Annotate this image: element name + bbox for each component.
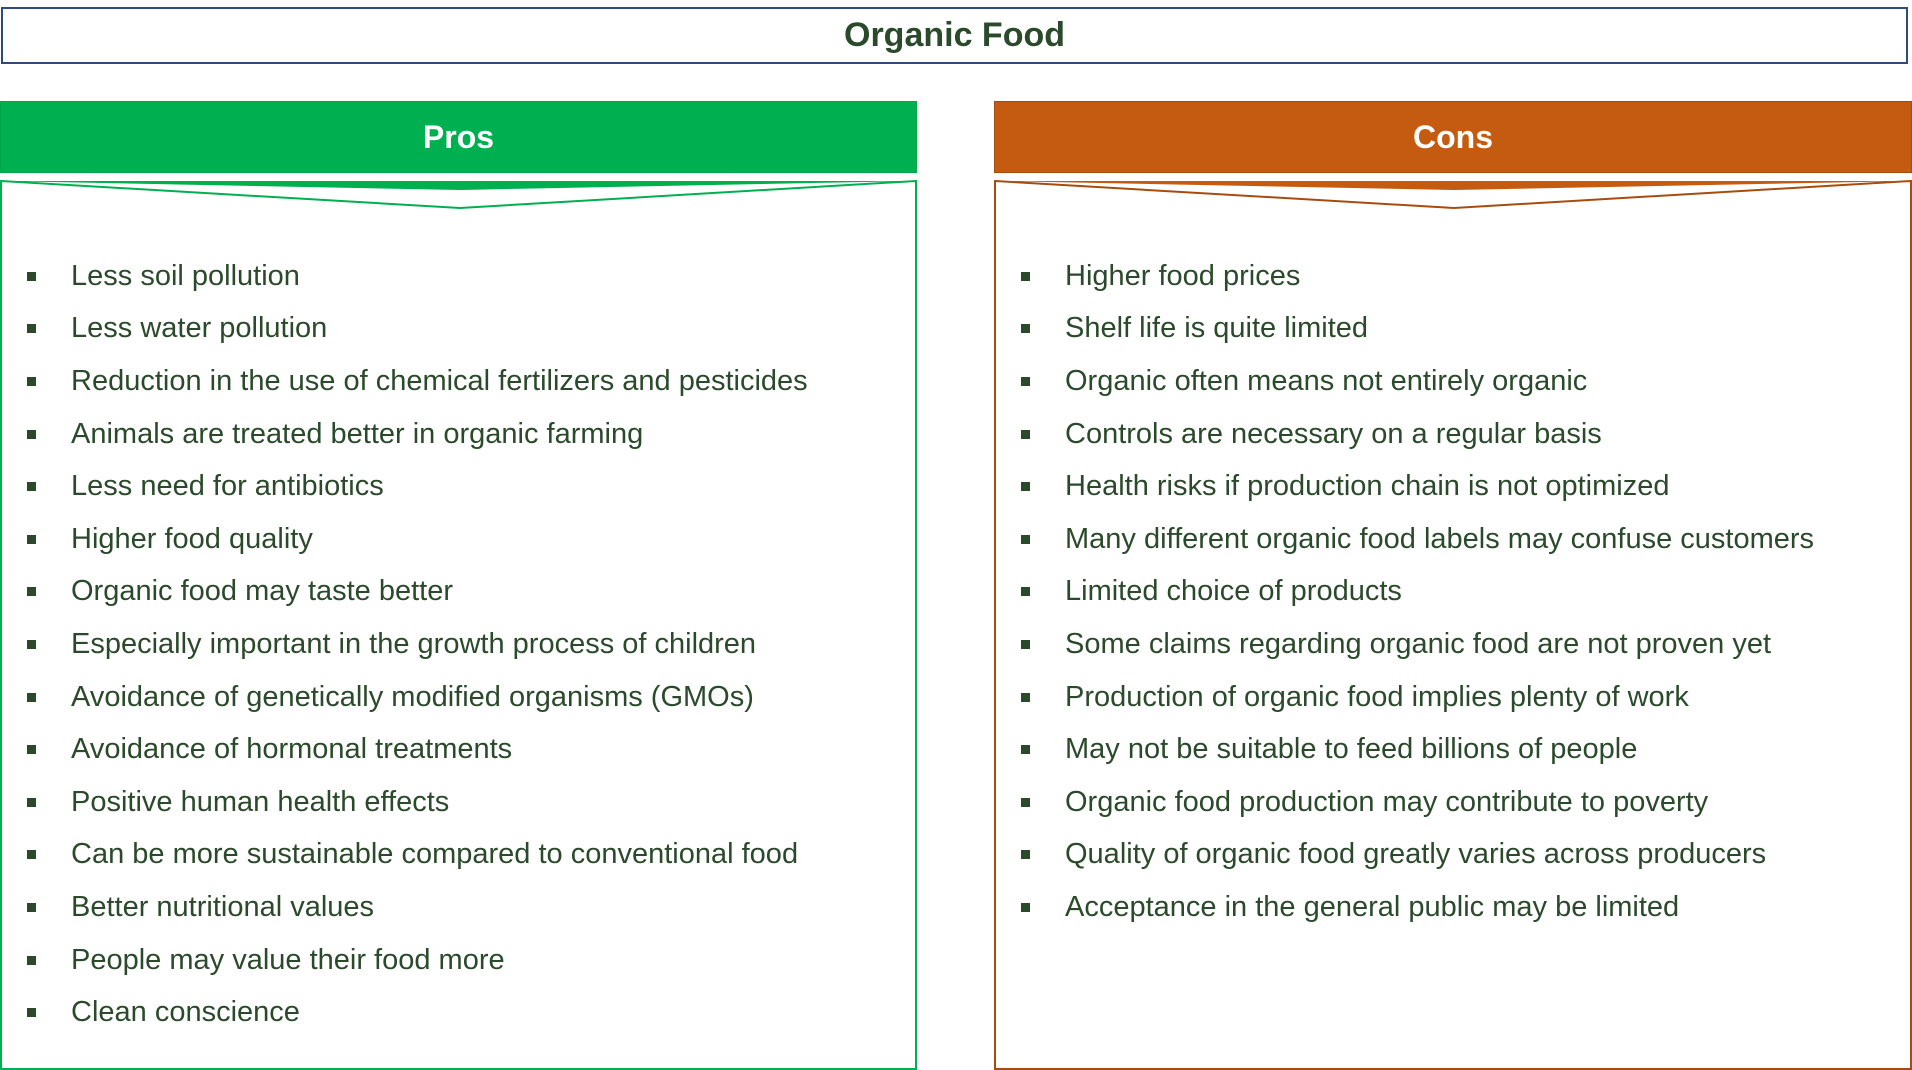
cons-list-item	[994, 618, 1912, 671]
cons-item-text: Organic often means not entirely organic	[1065, 364, 1588, 397]
page-title: Organic Food	[844, 16, 1065, 54]
cons-item-text: Organic food production may contribute to poverty	[1065, 785, 1709, 818]
square-bullet-icon	[27, 640, 36, 649]
pros-item-text: Clean conscience	[71, 996, 300, 1029]
square-bullet-icon	[1021, 798, 1030, 807]
square-bullet-icon	[1021, 903, 1030, 912]
pros-item-text: Reduction in the use of chemical fertilizers and pesticides	[71, 364, 808, 397]
pros-list-item	[0, 460, 917, 513]
pros-list-item	[0, 250, 917, 303]
square-bullet-icon	[27, 956, 36, 965]
pros-list-item	[0, 355, 917, 408]
cons-item-text: Quality of organic food greatly varies across producers	[1065, 838, 1767, 871]
pros-item-text: People may value their food more	[71, 943, 505, 976]
cons-item-text: Acceptance in the general public may be limited	[1065, 890, 1680, 923]
square-bullet-icon	[27, 745, 36, 754]
cons-list	[994, 250, 1912, 934]
square-bullet-icon	[1021, 430, 1030, 439]
cons-header	[994, 101, 1912, 173]
cons-item-text: Many different organic food labels may confuse customers	[1065, 522, 1815, 555]
cons-item-text: Controls are necessary on a regular basis	[1065, 417, 1602, 450]
cons-column	[994, 101, 1912, 923]
square-bullet-icon	[27, 693, 36, 702]
cons-list-item	[994, 460, 1912, 513]
square-bullet-icon	[1021, 587, 1030, 596]
square-bullet-icon	[27, 798, 36, 807]
cons-list-item	[994, 250, 1912, 303]
cons-list-item	[994, 303, 1912, 356]
pros-list-item	[0, 829, 917, 882]
pros-item-text: Animals are treated better in organic farming	[71, 417, 644, 450]
cons-list-item	[994, 566, 1912, 619]
cons-item-text: Some claims regarding organic food are not proven yet	[1065, 627, 1772, 660]
pros-list-item	[0, 408, 917, 461]
cons-list-item	[994, 513, 1912, 566]
pros-header-label: Pros	[422, 118, 495, 155]
pros-list-item	[0, 881, 917, 934]
pros-header	[0, 101, 917, 173]
pros-list-item	[0, 986, 917, 1039]
square-bullet-icon	[1021, 535, 1030, 544]
square-bullet-icon	[1021, 693, 1030, 702]
pros-panel	[0, 180, 917, 1070]
square-bullet-icon	[1021, 850, 1030, 859]
cons-list-item	[994, 829, 1912, 882]
title-box	[1, 7, 1908, 64]
pros-item-text: Organic food may taste better	[71, 575, 454, 608]
square-bullet-icon	[27, 587, 36, 596]
pros-list-item	[0, 618, 917, 671]
square-bullet-icon	[1021, 377, 1030, 386]
pros-item-text: Less need for antibiotics	[71, 470, 384, 503]
cons-list-item	[994, 671, 1912, 724]
pros-item-text: Better nutritional values	[71, 890, 375, 923]
cons-list-item	[994, 723, 1912, 776]
pros-item-text: Avoidance of hormonal treatments	[71, 733, 513, 766]
pros-list-item	[0, 934, 917, 987]
square-bullet-icon	[27, 324, 36, 333]
cons-list-item	[994, 776, 1912, 829]
square-bullet-icon	[1021, 324, 1030, 333]
cons-item-text: Health risks if production chain is not optimized	[1065, 470, 1670, 503]
pros-item-text: Less water pollution	[71, 312, 328, 345]
square-bullet-icon	[27, 272, 36, 281]
square-bullet-icon	[27, 850, 36, 859]
cons-list-item	[994, 881, 1912, 934]
pros-column	[0, 101, 917, 1029]
pros-item-text: Less soil pollution	[71, 259, 300, 292]
pros-item-text: Can be more sustainable compared to conventional food	[71, 838, 799, 871]
cons-item-text: Limited choice of products	[1065, 575, 1402, 608]
square-bullet-icon	[27, 482, 36, 491]
square-bullet-icon	[1021, 745, 1030, 754]
square-bullet-icon	[27, 377, 36, 386]
cons-item-text: Higher food prices	[1065, 259, 1301, 292]
cons-item-text: May not be suitable to feed billions of people	[1065, 733, 1638, 766]
pros-list-item	[0, 723, 917, 776]
cons-panel	[994, 180, 1912, 1070]
square-bullet-icon	[27, 535, 36, 544]
square-bullet-icon	[27, 430, 36, 439]
cons-list-item	[994, 408, 1912, 461]
cons-item-text: Shelf life is quite limited	[1065, 312, 1369, 345]
square-bullet-icon	[1021, 272, 1030, 281]
pros-list-item	[0, 671, 917, 724]
square-bullet-icon	[1021, 640, 1030, 649]
square-bullet-icon	[27, 903, 36, 912]
pros-list-item	[0, 303, 917, 356]
pros-list-item	[0, 776, 917, 829]
pros-item-text: Positive human health effects	[71, 785, 450, 818]
cons-list-item	[994, 355, 1912, 408]
cons-header-label: Cons	[1413, 118, 1493, 155]
pros-list-item	[0, 513, 917, 566]
pros-list-item	[0, 566, 917, 619]
pros-item-text: Avoidance of genetically modified organisms (GMOs)	[71, 680, 754, 713]
cons-item-text: Production of organic food implies plenty of work	[1065, 680, 1689, 713]
pros-item-text: Higher food quality	[71, 522, 313, 555]
pros-item-text: Especially important in the growth process of children	[71, 627, 757, 660]
square-bullet-icon	[1021, 482, 1030, 491]
pros-list	[0, 250, 917, 1039]
square-bullet-icon	[27, 1008, 36, 1017]
